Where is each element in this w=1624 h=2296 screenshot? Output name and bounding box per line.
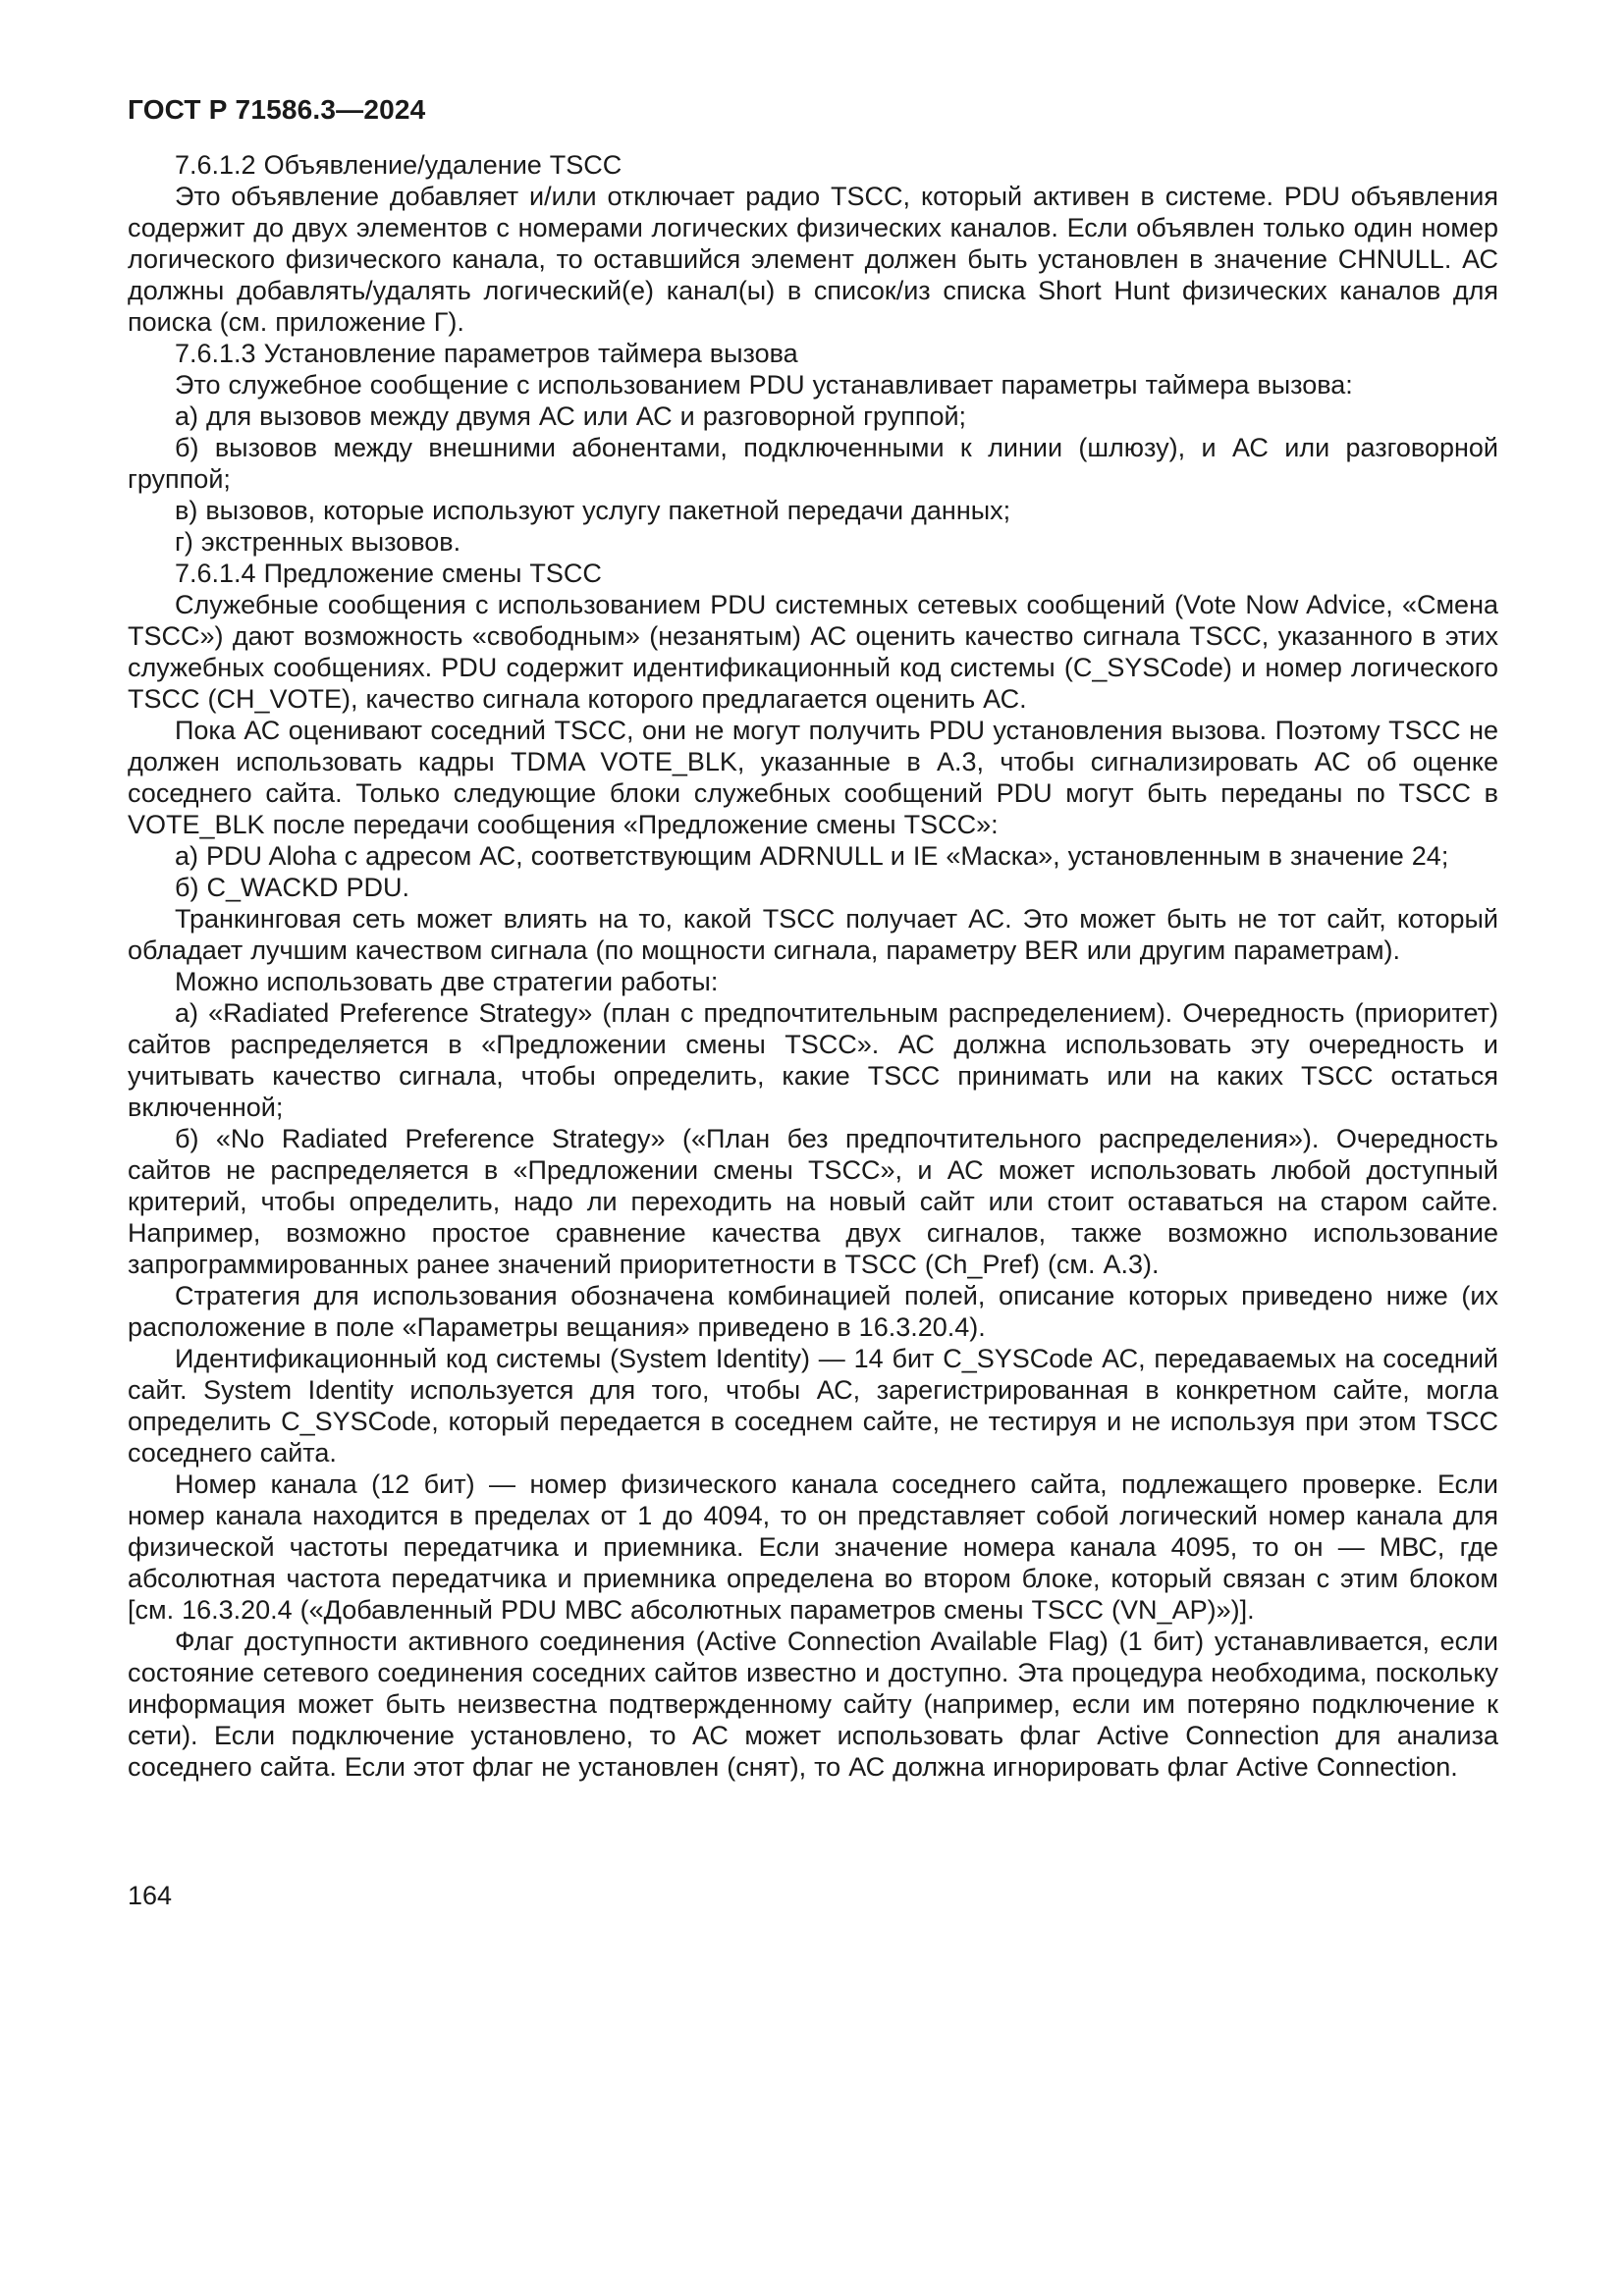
paragraph: Это объявление добавляет и/или отключает радио TSCC, который активен в системе. PDU объявления содержит до двух элементов с номерами логических физических каналов. Если объявлен только один номер логического физического канала, то оставшийся элемент должен быть установлен в значение CHNULL. АС должны добавлять/удалять логический(е) канал(ы) в список/из списка Short Hunt физических каналов для поиска (см. приложение Г). [128,182,1498,337]
paragraph: Пока АС оценивают соседний TSCC, они не могут получить PDU установления вызова. Поэтому TSCC не должен использовать кадры TDMA VOTE_BLK, указанные в А.3, чтобы сигнализировать АС об оценке соседнего сайта. Только следующие блоки служебных сообщений PDU могут быть переданы по TSCC в VOTE_BLK после передачи сообщения «Предложение смены TSCC»: [128,716,1498,839]
subclause-heading: 7.6.1.3 Установление параметров таймера вызова [175,339,798,368]
paragraph: Номер канала (12 бит) — номер физического канала соседнего сайта, подлежащего проверке. Если номер канала находится в пределах от 1 до 4094, то он представляет собой логический номер канала для физической частоты передатчика и приемника. Если значение номера канала 4095, то он — МВС, где абсолютная частота передатчика и приемника определена во втором блоке, который связан с этим блоком [см. 16.3.20.4 («Добавленный PDU МВС абсолютных параметров смены TSCC (VN_AP)»)]. [128,1469,1498,1625]
list-item: б) C_WACKD PDU. [175,873,409,902]
page-number: 164 [128,1881,173,1910]
subclause-heading: 7.6.1.4 Предложение смены TSCC [175,559,602,588]
subclause-heading: 7.6.1.2 Объявление/удаление TSCC [175,150,623,180]
paragraph: Стратегия для использования обозначена комбинацией полей, описание которых приведено ниже (их расположение в поле «Параметры вещания» приведено в 16.3.20.4). [128,1281,1498,1342]
document-content [128,149,1498,1783]
running-header: ГОСТ Р 71586.3—2024 [128,94,426,125]
paragraph: Идентификационный код системы (System Identity) — 14 бит C_SYSCode АС, передаваемых на соседний сайт. System Identity используется для того, чтобы АС, зарегистрированная в конкретном сайте, могла определить C_SYSCode, который передается в соседнем сайте, не тестируя и не используя при этом TSCC соседнего сайта. [128,1344,1498,1468]
list-item: в) вызовов, которые используют услугу пакетной передачи данных; [175,496,1011,525]
list-item: г) экстренных вызовов. [175,527,461,557]
list-item: а) PDU Aloha с адресом АС, соответствующим ADRNULL и IE «Маска», установленным в значение 24; [175,841,1449,871]
paragraph: Можно использовать две стратегии работы: [175,967,719,996]
paragraph: Флаг доступности активного соединения (Active Connection Available Flag) (1 бит) устанавливается, если состояние сетевого соединения соседних сайтов известно и доступно. Эта процедура необходима, поскольку информация может быть неизвестна подтвержденному сайту (например, если им потеряно подключение к сети). Если подключение установлено, то АС может использовать флаг Active Connection для анализа соседнего сайта. Если этот флаг не установлен (снят), то АС должна игнорировать флаг Active Connection. [128,1627,1498,1782]
paragraph: Это служебное сообщение с использованием PDU устанавливает параметры таймера вызова: [175,370,1353,400]
paragraph: Транкинговая сеть может влиять на то, какой TSCC получает АС. Это может быть не тот сайт, который обладает лучшим качеством сигнала (по мощности сигнала, параметру BER или другим параметрам). [128,904,1498,965]
list-item: б) вызовов между внешними абонентами, подключенными к линии (шлюзу), и АС или разговорной группой; [128,433,1498,494]
list-item: б) «No Radiated Preference Strategy» («План без предпочтительного распределения»). Очередность сайтов не распределяется в «Предложении смены TSCC», и АС может использовать любой доступный критерий, чтобы определить, надо ли переходить на новый сайт или стоит оставаться на старом сайте. Например, возможно простое сравнение качества двух сигналов, также возможно использование запрограммированных ранее значений приоритетности в TSCC (Ch_Pref) (см. А.3). [128,1124,1498,1279]
list-item: а) «Radiated Preference Strategy» (план с предпочтительным распределением). Очередность (приоритет) сайтов распределяется в «Предложении смены TSCC». АС должна использовать эту очередность и учитывать качество сигнала, чтобы определить, какие TSCC принимать или на каких TSCC остаться включенной; [128,998,1498,1122]
paragraph: Служебные сообщения с использованием PDU системных сетевых сообщений (Vote Now Advice, «Смена TSCC») дают возможность «свободным» (незанятым) АС оценить качество сигнала TSCC, указанного в этих служебных сообщениях. PDU содержит идентификационный код системы (C_SYSCode) и номер логического TSCC (CH_VOTE), качество сигнала которого предлагается оценить АС. [128,590,1498,714]
list-item: а) для вызовов между двумя АС или АС и разговорной группой; [175,401,967,431]
